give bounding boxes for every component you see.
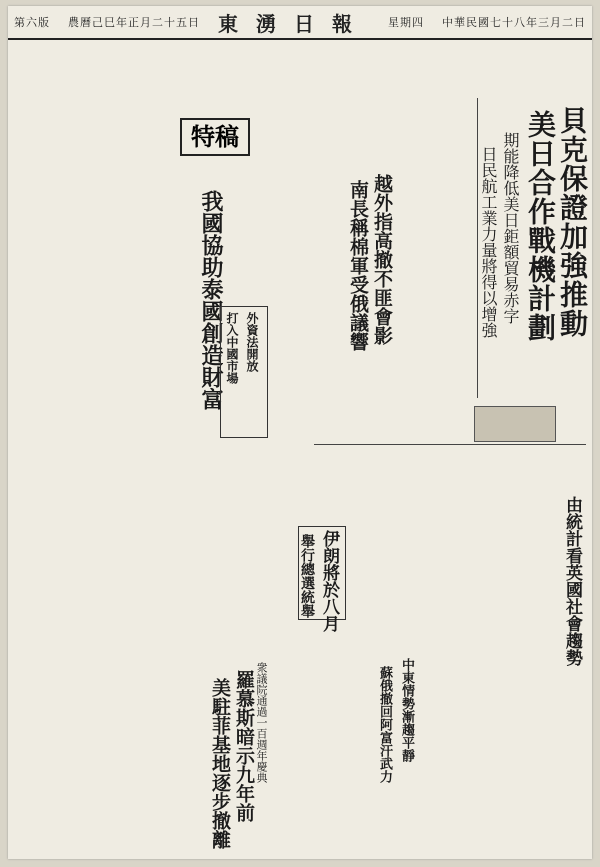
small-box-line-2: 打入中國市場 [225, 312, 239, 384]
philippines-headline-2: 美駐菲基地逐步撤離 [209, 678, 231, 849]
election-headline-2: 舉行總選統舉 [299, 534, 315, 618]
main-headline-1: 貝克保證加強推動 [556, 106, 589, 338]
feature-headline: 我國協助泰國創造財富 [198, 190, 224, 410]
masthead-lunar-date: 農曆己巳年正月二十五日 [68, 16, 200, 29]
column-rule [477, 98, 478, 398]
feature-intro-text [176, 162, 196, 282]
vietnam-headline-1: 越外指高撤不匪會影 [371, 174, 393, 345]
illustration [474, 406, 556, 442]
middle-body-text [222, 446, 294, 636]
masthead-date: 中華民國七十八年三月二日 [442, 16, 586, 29]
feature-tag: 特稿 [180, 118, 250, 156]
newspaper-page [8, 6, 592, 859]
masthead [8, 6, 592, 40]
left-columns-text [14, 96, 174, 526]
bottom-left-text [14, 536, 204, 846]
bottom-middle-text [280, 646, 372, 846]
masthead-page: 第六版 [14, 16, 50, 29]
uk-body-text [368, 452, 568, 792]
uk-headline: 由統計看英國社會趨勢 [562, 496, 582, 666]
main-body-text [382, 102, 474, 402]
vietnam-headline-2: 南長稱棉軍受俄議響 [347, 180, 369, 351]
mideast-headline-2: 蘇俄撤回阿富汗武力 [377, 666, 392, 783]
paper-name: 東湧日報 [218, 11, 370, 36]
main-subhead-2: 日民航工業力量將得以增強 [479, 146, 498, 338]
election-headline-1: 伊朗將於八月 [319, 530, 339, 632]
philippines-headline-1: 羅慕斯暗示九年前 [233, 670, 255, 822]
section-rule [314, 444, 586, 445]
mideast-headline-1: 中東情勢漸趨平靜 [399, 658, 414, 762]
masthead-weekday: 星期四 [388, 16, 424, 29]
main-headline-2: 美日合作戰機計劃 [524, 110, 557, 342]
philippines-subhead: 衆議院通過一百週年慶典 [255, 662, 268, 783]
main-subhead-1: 期能降低美日鉅額貿易赤字 [501, 132, 520, 324]
small-box-line-1: 外資法開放 [245, 312, 259, 372]
